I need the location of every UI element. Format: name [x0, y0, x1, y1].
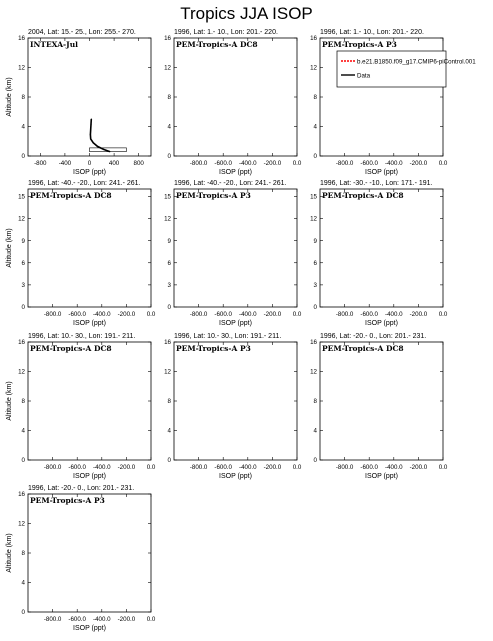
y-tick-label: 8 [21, 94, 25, 102]
y-tick-label: 3 [21, 282, 25, 290]
x-axis-label: ISOP (ppt) [73, 473, 106, 480]
y-tick-label: 0 [21, 153, 25, 161]
x-tick-label: 0.0 [292, 311, 302, 318]
campaign-label: PEM-Tropics-A P3 [176, 344, 251, 353]
series-line-data [90, 119, 109, 152]
data-point [93, 142, 94, 143]
plot-frame [28, 342, 151, 460]
x-tick-label: -200.0 [263, 464, 282, 471]
x-tick-label: -400 [58, 160, 72, 167]
x-axis-label: ISOP (ppt) [73, 320, 106, 327]
x-tick-label: -400.0 [385, 311, 403, 318]
y-tick-label: 4 [167, 427, 171, 435]
panel-header: 1996, Lat: 1.- 10., Lon: 201.- 220. [320, 29, 424, 36]
x-tick-label: 0.0 [292, 160, 302, 167]
data-point [90, 134, 91, 135]
x-tick-label: -600.0 [214, 311, 232, 318]
y-tick-label: 6 [167, 259, 171, 267]
x-tick-label: 400 [108, 160, 120, 167]
y-tick-label: 16 [18, 35, 25, 43]
campaign-label: PEM-Tropics-A P3 [176, 191, 251, 200]
x-tick-label: 0.0 [438, 464, 448, 471]
x-tick-label: -200.0 [117, 464, 136, 471]
x-tick-label: -600.0 [214, 464, 232, 471]
x-tick-label: -800.0 [43, 616, 62, 623]
y-tick-label: 6 [21, 259, 25, 267]
panel-header: 1996, Lat: 10.- 30., Lon: 191.- 211. [174, 333, 282, 340]
x-axis-label: ISOP (ppt) [73, 625, 106, 632]
x-tick-label: -400.0 [385, 464, 403, 471]
y-tick-label: 9 [21, 237, 25, 245]
x-tick-label: -800.0 [189, 311, 208, 318]
y-tick-label: 15 [18, 193, 25, 201]
panel-7 [6, 333, 156, 480]
panel-8 [164, 333, 302, 480]
plot-frame [174, 189, 297, 307]
y-axis-label: Altitude (km) [6, 381, 13, 421]
y-tick-label: 16 [310, 35, 317, 43]
y-axis-label: Altitude (km) [6, 77, 13, 117]
x-tick-label: -400.0 [93, 311, 111, 318]
y-tick-label: 6 [313, 259, 317, 267]
x-tick-label: -400.0 [239, 464, 257, 471]
y-tick-label: 0 [21, 609, 25, 617]
y-tick-label: 8 [21, 550, 25, 558]
y-tick-label: 4 [21, 427, 25, 435]
campaign-label: PEM-Tropics-A DC8 [322, 344, 404, 353]
y-tick-label: 16 [164, 339, 171, 347]
data-point [103, 149, 104, 150]
panel-header: 1996, Lat: -30.- -10., Lon: 171.- 191. [320, 180, 433, 187]
y-tick-label: 12 [310, 215, 317, 223]
data-point [90, 124, 91, 125]
campaign-label: INTEXA-Jul [30, 40, 78, 49]
panel-5 [164, 180, 302, 327]
y-tick-label: 4 [167, 123, 171, 131]
panel-header: 2004, Lat: 15.- 25., Lon: 255.- 270. [28, 29, 136, 36]
x-tick-label: -800.0 [335, 311, 354, 318]
y-tick-label: 9 [167, 237, 171, 245]
x-tick-label: 0.0 [146, 464, 156, 471]
x-axis-label: ISOP (ppt) [365, 169, 398, 176]
panel-1 [6, 29, 151, 176]
x-tick-label: -600.0 [360, 160, 378, 167]
x-axis-label: ISOP (ppt) [365, 473, 398, 480]
y-tick-label: 15 [164, 193, 171, 201]
x-tick-label: 0.0 [292, 464, 302, 471]
panel-header: 1996, Lat: -20.- 0., Lon: 201.- 231. [320, 333, 427, 340]
campaign-label: PEM-Tropics-A DC8 [176, 40, 258, 49]
y-tick-label: 0 [167, 304, 171, 312]
x-tick-label: -200.0 [117, 616, 136, 623]
campaign-label: PEM-Tropics-A P3 [322, 40, 397, 49]
panel-2 [164, 29, 302, 176]
x-tick-label: -400.0 [93, 616, 111, 623]
data-point [90, 138, 91, 139]
x-tick-label: -600.0 [68, 616, 86, 623]
x-tick-label: 0.0 [146, 311, 156, 318]
x-tick-label: -400.0 [239, 311, 257, 318]
x-tick-label: -800.0 [189, 464, 208, 471]
x-tick-label: -600.0 [214, 160, 232, 167]
panel-header: 1996, Lat: 10.- 30., Lon: 191.- 211. [28, 333, 136, 340]
y-tick-label: 0 [167, 457, 171, 465]
y-tick-label: 9 [313, 237, 317, 245]
y-tick-label: 8 [167, 398, 171, 406]
x-axis-label: ISOP (ppt) [219, 320, 252, 327]
x-tick-label: -200.0 [263, 160, 282, 167]
data-point [91, 119, 92, 120]
x-tick-label: -200.0 [117, 311, 136, 318]
y-tick-label: 16 [18, 491, 25, 499]
x-tick-label: -800 [34, 160, 47, 167]
legend-entry-label: Data [357, 72, 371, 80]
x-tick-label: -400.0 [93, 464, 111, 471]
campaign-label: PEM-Tropics-A DC8 [322, 191, 404, 200]
x-tick-label: -400.0 [239, 160, 257, 167]
y-tick-label: 8 [313, 398, 317, 406]
y-tick-label: 0 [313, 153, 317, 161]
panel-9 [310, 333, 448, 480]
x-tick-label: 800 [133, 160, 144, 167]
panel-header: 1996, Lat: -40.- -20., Lon: 241.- 261. [28, 180, 141, 187]
y-tick-label: 12 [18, 368, 25, 376]
y-tick-label: 12 [164, 64, 171, 72]
panel-header: 1996, Lat: 1.- 10., Lon: 201.- 220. [174, 29, 278, 36]
x-tick-label: -800.0 [335, 464, 354, 471]
y-tick-label: 0 [313, 457, 317, 465]
panel-6 [310, 180, 448, 327]
y-tick-label: 15 [310, 193, 317, 201]
y-tick-label: 12 [18, 520, 25, 528]
plot-frame [320, 189, 443, 307]
y-tick-label: 0 [21, 457, 25, 465]
y-tick-label: 12 [18, 64, 25, 72]
y-tick-label: 3 [313, 282, 317, 290]
legend [337, 51, 476, 87]
y-axis-label: Altitude (km) [6, 228, 13, 268]
y-tick-label: 4 [21, 123, 25, 131]
y-tick-label: 16 [310, 339, 317, 347]
y-tick-label: 8 [21, 398, 25, 406]
y-tick-label: 0 [21, 304, 25, 312]
y-tick-label: 12 [164, 215, 171, 223]
plot-frame [174, 38, 297, 156]
panel-4 [6, 180, 156, 327]
data-point [97, 146, 98, 147]
y-tick-label: 16 [164, 35, 171, 43]
y-tick-label: 3 [167, 282, 171, 290]
legend-box [337, 51, 446, 87]
y-tick-label: 12 [164, 368, 171, 376]
data-point [109, 151, 110, 152]
panel-3 [310, 29, 476, 176]
x-tick-label: -200.0 [409, 160, 428, 167]
data-point [90, 129, 91, 130]
y-tick-label: 12 [18, 215, 25, 223]
y-tick-label: 0 [167, 153, 171, 161]
panel-header: 1996, Lat: -40.- -20., Lon: 241.- 261. [174, 180, 287, 187]
figure-title: Tropics JJA ISOP [180, 4, 313, 23]
y-tick-label: 12 [310, 64, 317, 72]
x-tick-label: -800.0 [189, 160, 208, 167]
y-tick-label: 8 [313, 94, 317, 102]
plot-frame [174, 342, 297, 460]
x-tick-label: -800.0 [43, 464, 62, 471]
x-tick-label: 0 [87, 160, 92, 167]
x-tick-label: 0.0 [438, 311, 448, 318]
y-tick-label: 0 [313, 304, 317, 312]
x-tick-label: -600.0 [360, 311, 378, 318]
y-tick-label: 8 [167, 94, 171, 102]
y-tick-label: 4 [21, 579, 25, 587]
x-tick-label: -800.0 [335, 160, 354, 167]
y-tick-label: 4 [313, 427, 317, 435]
legend-entry-label: b.e21.B1850.f09_g17.CMIP6-piControl.001 [357, 58, 476, 66]
x-axis-label: ISOP (ppt) [219, 473, 252, 480]
plot-frame [320, 342, 443, 460]
x-tick-label: -400.0 [385, 160, 403, 167]
x-tick-label: -200.0 [263, 311, 282, 318]
panel-header: 1996, Lat: -20.- 0., Lon: 201.- 231. [28, 485, 135, 492]
campaign-label: PEM-Tropics-A DC8 [30, 191, 112, 200]
plot-frame [28, 38, 151, 156]
y-tick-label: 16 [18, 339, 25, 347]
plot-frame [28, 494, 151, 612]
x-axis-label: ISOP (ppt) [219, 169, 252, 176]
plot-frame [28, 189, 151, 307]
y-axis-label: Altitude (km) [6, 533, 13, 573]
x-tick-label: -600.0 [68, 311, 86, 318]
y-tick-label: 12 [310, 368, 317, 376]
x-tick-label: -200.0 [409, 464, 428, 471]
y-tick-label: 4 [313, 123, 317, 131]
x-axis-label: ISOP (ppt) [365, 320, 398, 327]
x-tick-label: -800.0 [43, 311, 62, 318]
x-tick-label: -600.0 [360, 464, 378, 471]
x-tick-label: -200.0 [409, 311, 428, 318]
x-tick-label: -600.0 [68, 464, 86, 471]
x-tick-label: 0.0 [146, 616, 156, 623]
campaign-label: PEM-Tropics-A P3 [30, 496, 105, 505]
panel-10 [6, 485, 156, 632]
x-axis-label: ISOP (ppt) [73, 169, 106, 176]
x-tick-label: 0.0 [438, 160, 448, 167]
campaign-label: PEM-Tropics-A DC8 [30, 344, 112, 353]
